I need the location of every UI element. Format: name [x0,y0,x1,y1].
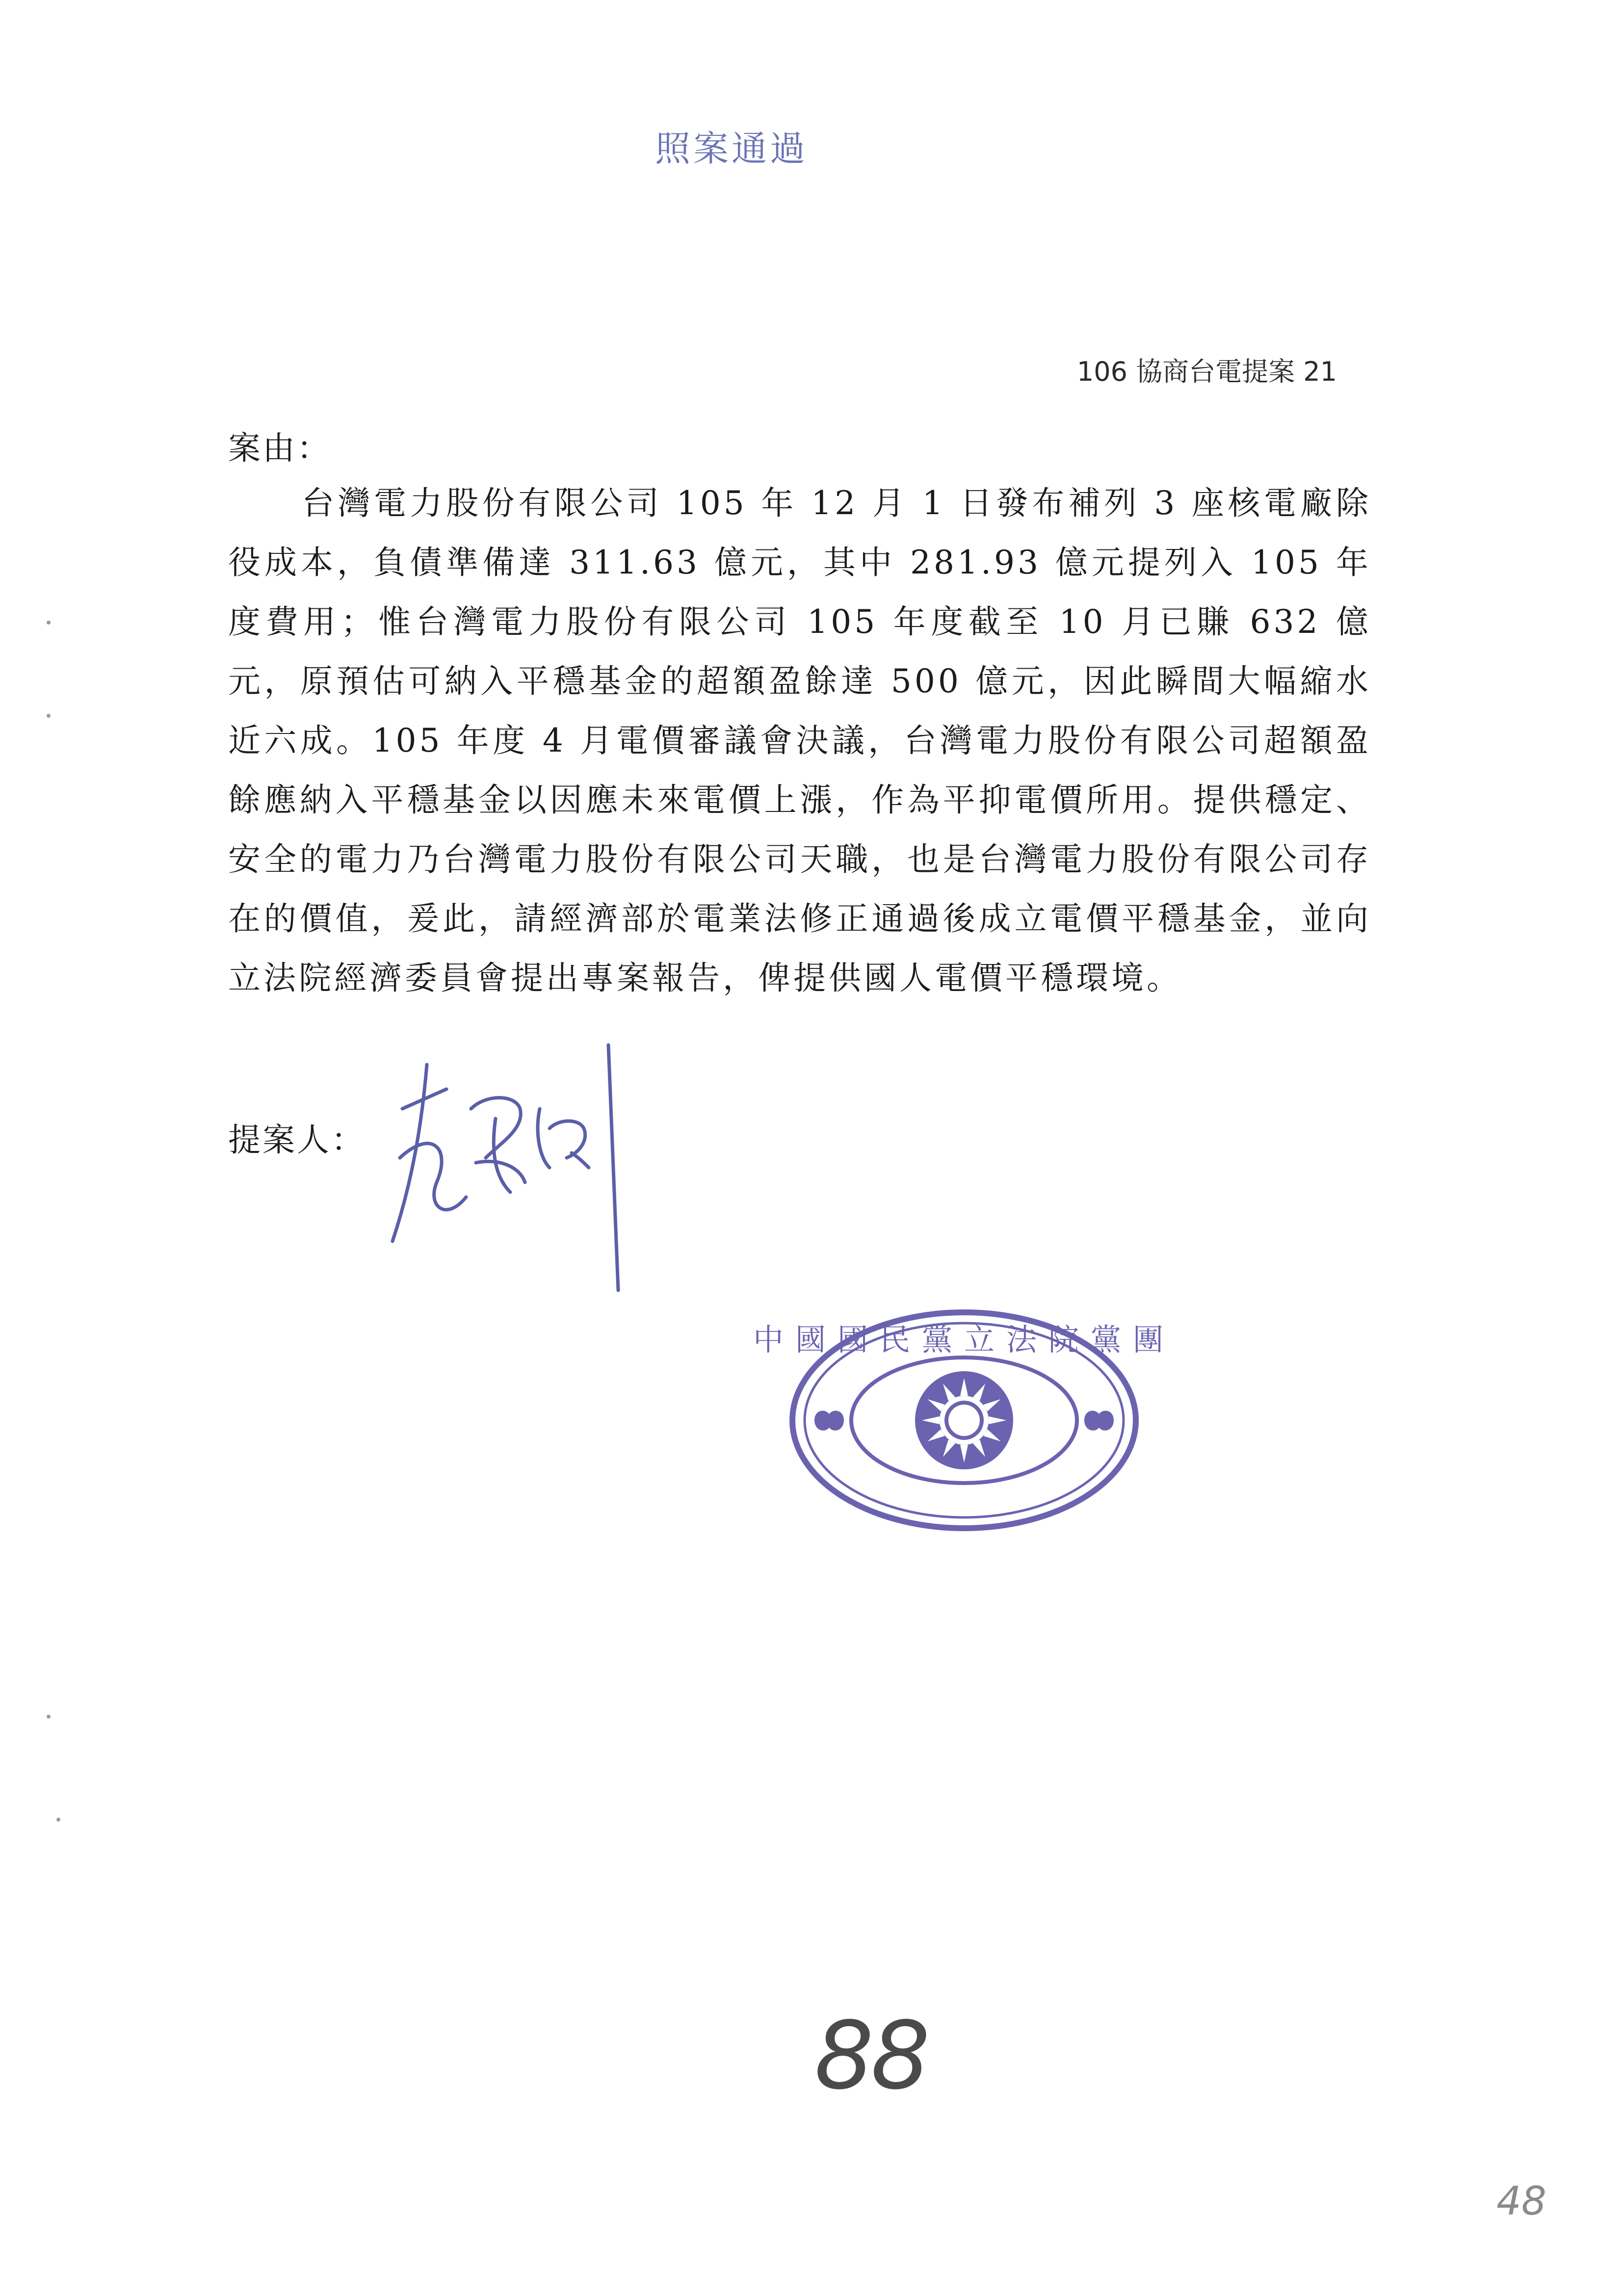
handwritten-signature [373,1035,648,1300]
proposer-label: 提案人： [228,1121,366,1159]
party-seal [753,1305,1176,1536]
scan-speck [47,621,51,625]
scan-speck [56,1818,60,1822]
approval-stamp: 照案通過 [655,128,809,169]
handwritten-page-number: 88 [814,2002,927,2110]
case-heading: 案由： [228,429,331,467]
scan-speck [47,1715,51,1719]
scan-speck [47,714,51,718]
seal-text: 中國國民黨立法院黨團 [753,1322,1176,1357]
corner-page-mark: 48 [1496,2178,1546,2224]
proposal-number: 106 協商台電提案 21 [1076,356,1337,387]
case-body-text: 台灣電力股份有限公司 105 年 12 月 1 日發布補列 3 座核電廠除役成本，負債準備達 311.63 億元，其中 281.93 億元提列入 105 年度費用；惟台灣電力股份有限公司 105 年度截至 10 月已賺 632 億元，原預估可納入平穩基金的超額盈餘達 500 億元，因此瞬間大幅縮水近六成。105 年度 4 月電價審議會決議，台灣電力股份有限公司超額盈餘應納入平穩基金以因應未來電價上漲，作為平抑電價所用。提供穩定、安全的電力乃台灣電力股份有限公司天職，也是台灣電力股份有限公司存在的價值，爰此，請經濟部於電業法修正通過後成立電價平穩基金，並向立法院經濟委員會提出專案報告，俾提供國人電價平穩環境。 [228,484,1371,997]
